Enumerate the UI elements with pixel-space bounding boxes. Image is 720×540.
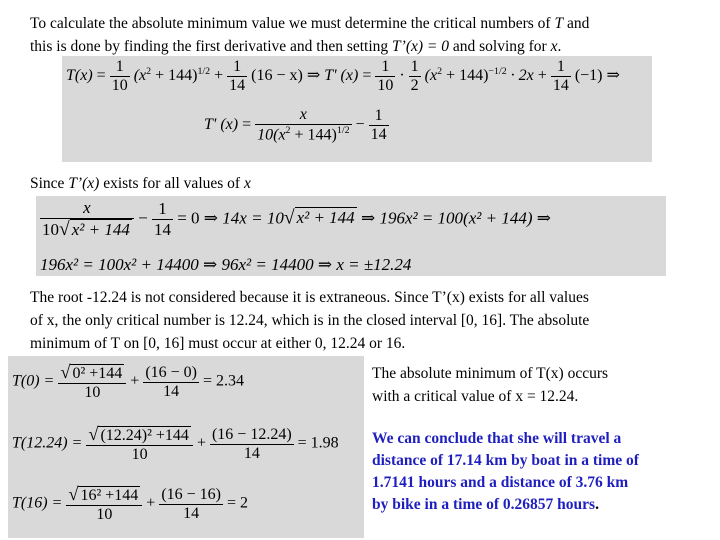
fourteen-x: 14x = 10 (222, 208, 284, 228)
den: 14 (229, 77, 246, 94)
num: (16 − 12.24) (211, 425, 292, 443)
num: (16 − 16) (161, 485, 221, 503)
plus-sign: + (130, 372, 140, 390)
root-line3: minimum of T on [0, 16] must occur at either 0, 12.24 or 16. (30, 335, 406, 352)
since-text: Since (30, 175, 69, 192)
intro-paragraph (30, 12, 710, 58)
sqrt-content: x² + 144 (296, 208, 355, 228)
implies-arrow: ⇒ (203, 208, 219, 228)
root-paragraph (30, 286, 710, 355)
implies-arrow-3: ⇒ (536, 208, 551, 228)
num: 1 (152, 199, 173, 220)
den: 14 (243, 444, 260, 462)
intro-line2-end: and solving for (449, 38, 551, 55)
paren-term: (x (133, 67, 147, 85)
paren-term: (x (424, 67, 438, 85)
t16-label: T(16) = (12, 494, 63, 512)
frac-t16-second (159, 486, 223, 523)
half-exp: 1/2 (336, 125, 350, 136)
t-prime-of-x: T' (x) (204, 115, 239, 133)
intro-x-var: x (550, 38, 558, 55)
equation-solve-2: 196x² = 100x² + 14400 ⇒ 96x² = 14400 ⇒ x = ±12.24 (40, 255, 412, 274)
minus-sign: − (138, 208, 148, 228)
den (255, 125, 351, 144)
since-expr: T’(x) (68, 175, 100, 192)
num: 1 (410, 58, 419, 75)
intro-period: . (557, 38, 562, 55)
abs-min-paragraph (372, 362, 712, 408)
intro-setting-expr: T’(x) = 0 (392, 38, 449, 55)
frac-1-14 (551, 58, 571, 95)
conclusion-paragraph (372, 428, 712, 516)
square-exp: 2 (437, 65, 443, 77)
sqrt-content: (12.24)² +144 (100, 427, 189, 444)
t-prime-of-x: T' (x) (324, 67, 359, 85)
sqrt-content: 0² +144 (72, 365, 123, 382)
implies-arrow-2: ⇒ (360, 208, 376, 228)
equation-tprime (204, 106, 389, 144)
plus-144: + 144 (151, 67, 193, 85)
equation-196x2: 196x² = 100(x² + 144) (379, 208, 533, 228)
t16-result: = 2 (227, 494, 249, 512)
intro-line1-end: and (563, 15, 590, 32)
equation-t16 (12, 484, 248, 524)
frac-1-14 (227, 58, 247, 95)
square-exp: 2 (285, 125, 291, 136)
square-exp: 2 (146, 65, 152, 77)
since-rest: exists for all values of (99, 175, 244, 192)
close-paren: ) (331, 126, 337, 144)
sqrt-content: 16² +144 (80, 487, 139, 504)
frac-t1224-sqrt: $\frac{\text{√ (12.24)² +144}}{10}$ (86, 424, 193, 464)
den: 14 (183, 504, 200, 522)
sqrt-content: x² + 144 (71, 220, 130, 239)
plus-sign: + (214, 67, 224, 85)
num: x (255, 106, 351, 125)
equation-solve-1: $\frac{x}{\text{10√ x² + 144}}$ − $\frac{1}{14}$ = 0 ⇒ 14x = 10√ x² + 144 ⇒ 196x² = 100(x² + 144) ⇒ (42, 198, 551, 240)
equation-t0 (12, 362, 244, 402)
num: x (40, 198, 134, 219)
conclusion-line2: distance of 17.14 km by boat in a time of (372, 452, 639, 469)
den: 10 (84, 384, 101, 401)
t1224-result: = 1.98 (297, 434, 339, 452)
den: 10 (377, 77, 394, 94)
intro-line2: this is done by finding the first derivative and then setting (30, 38, 393, 55)
conclusion-line4: by bike in a time of 0.26857 hours (372, 496, 596, 513)
num: 1 (227, 58, 247, 77)
den-ten: 10(x (257, 126, 286, 144)
intro-t-var: T (554, 15, 564, 32)
equation-tx: T(x) = $\frac{1}{10}$ $(x^2 + 144)^{1/2}$ + $\frac{1}{14}$ (16 − x) ⇒ T' (x) = $\frac{1}{10}$ · $\frac{1}{2}$ $(x^2 + 144)^{-1/2} \cdot 2x$ + $\frac{1}{14}$ (−1) ⇒ (66, 58, 620, 94)
den: 10 (111, 77, 128, 94)
frac-1-10 (375, 58, 395, 95)
den: 14 (153, 220, 171, 239)
plus-144: + 144 (442, 67, 484, 85)
conclusion-period: . (595, 496, 599, 513)
abs-min-line1: The absolute minimum of T(x) occurs (372, 365, 609, 382)
num: 1 (369, 107, 389, 126)
half-exp: 1/2 (197, 65, 211, 77)
den: 14 (552, 77, 569, 94)
frac-x-over-sqrt (40, 198, 134, 241)
t0-label: T(0) = (12, 372, 55, 390)
since-paragraph (30, 172, 251, 195)
close-paren: ) (483, 67, 489, 85)
plus-sign: + (196, 434, 206, 452)
t-of-x: T(x) (66, 67, 93, 85)
frac-t0-sqrt: $\frac{\text{√ 0² +144}}{10}$ (58, 362, 126, 402)
frac-1-14 (152, 199, 173, 240)
plus-144: + 144 (290, 126, 332, 144)
root-line1: The root -12.24 is not considered because it is extraneous. Since T’(x) exists for all values (30, 289, 589, 306)
eq-sign: = (242, 115, 252, 133)
implies-arrow: ⇒ (306, 67, 321, 85)
den: 14 (163, 382, 180, 400)
den-ten: 10 (42, 220, 59, 239)
close-paren: ) (192, 67, 198, 85)
eq-sign: = (362, 67, 372, 85)
den: 10 (96, 506, 113, 523)
num: (16 − 0) (145, 363, 197, 381)
plus-sign: + (537, 67, 547, 85)
conclusion-line1: We can conclude that she will travel a (372, 430, 622, 447)
neg-one: (−1) (574, 67, 603, 85)
plus-sign: + (146, 494, 156, 512)
equation-t1224 (12, 424, 339, 464)
implies-arrow: ⇒ (606, 67, 620, 85)
dot-2x: · 2x (510, 67, 534, 85)
conclusion-line3: 1.7141 hours and a distance of 3.76 km (372, 474, 629, 491)
t0-result: = 2.34 (203, 372, 245, 390)
num: 1 (551, 58, 571, 77)
den: 14 (370, 125, 387, 143)
frac-1-10 (110, 58, 130, 95)
frac-t0-second (143, 364, 199, 401)
den: 2 (410, 77, 419, 94)
since-x: x (243, 175, 251, 192)
den: 10√ x² + 144 (42, 219, 130, 240)
den: 10 (131, 446, 148, 463)
term-16-minus-x: (16 − x) (251, 67, 303, 85)
neg-half-exp: −1/2 (488, 65, 507, 77)
frac-t1224-second (210, 426, 294, 463)
eq-sign: = (96, 67, 106, 85)
num: 1 (110, 58, 130, 77)
abs-min-line2: with a critical value of x = 12.24. (372, 388, 579, 405)
eq-zero: = 0 (177, 208, 200, 228)
minus-sign: − (355, 115, 365, 133)
root-line2: of x, the only critical number is 12.24, which is in the closed interval [0, 16]. The absolute (30, 312, 590, 329)
t1224-label: T(12.24) = (12, 434, 83, 452)
frac-x-over-root (255, 106, 351, 144)
frac-1-2 (409, 58, 421, 95)
intro-line1: To calculate the absolute minimum value we must determine the critical numbers of (30, 15, 555, 32)
frac-t16-sqrt: $\frac{\text{√ 16² +144}}{10}$ (66, 484, 142, 524)
num: 1 (375, 58, 395, 77)
frac-1-14 (369, 107, 389, 144)
